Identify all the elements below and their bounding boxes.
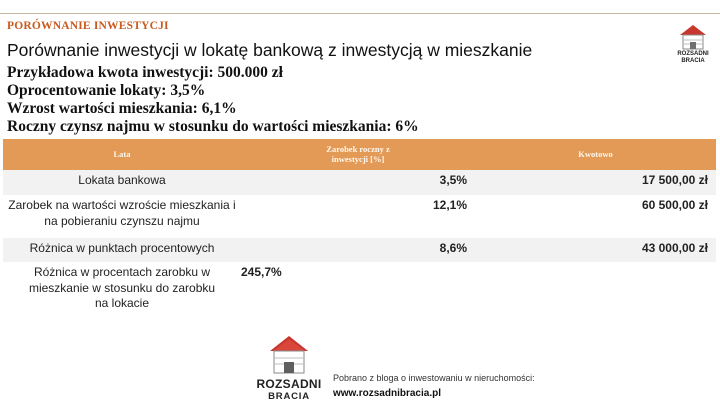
house-logo-icon: [254, 333, 324, 377]
row-percent: 8,6%: [241, 238, 475, 262]
row-percent: 12,1%: [241, 195, 475, 238]
house-logo-icon: [672, 23, 714, 51]
footer-wordmark-line1: ROZSADNI: [256, 377, 322, 391]
row-label: Różnica w procentach zarobku w mieszkanie w stosunku do zarobku na lokacie: [3, 262, 241, 319]
top-divider: [0, 13, 720, 14]
row-amount: 17 500,00 zł: [475, 170, 716, 195]
footer-wordmark-line2: BRACIA: [268, 391, 310, 402]
brand-logo-top: [672, 23, 714, 67]
section-kicker: PORÓWNANIE INWESTYCJI: [7, 20, 169, 32]
table-row: [3, 195, 716, 238]
table-row: [3, 238, 716, 262]
row-amount: [475, 262, 716, 319]
assumption-rent-ratio: Roczny czynsz najmu w stosunku do wartości mieszkania: 6%: [7, 118, 419, 135]
row-label: Lokata bankowa: [3, 170, 241, 195]
row-percent: 3,5%: [241, 170, 475, 195]
row-label: Zarobek na wartości wzroście mieszkania i na pobieraniu czynszu najmu: [3, 195, 241, 238]
table-row: [3, 170, 716, 195]
brand-logo-wordmark: ROZSADNI BRACIA: [677, 51, 709, 64]
row-percent: 245,7%: [241, 262, 475, 319]
page-subtitle: Porównanie inwestycji w lokatę bankową z inwestycją w mieszkanie: [7, 40, 533, 60]
comparison-table: [3, 139, 716, 319]
brand-logo-footer: [254, 333, 324, 405]
table-row: [3, 262, 716, 319]
source-link[interactable]: www.rozsadnibracia.pl: [333, 388, 441, 399]
assumption-value-growth: Wzrost wartości mieszkania: 6,1%: [7, 100, 237, 117]
column-header-label: Lata: [3, 139, 241, 170]
assumption-amount: Przykładowa kwota inwestycji: 500.000 zł: [7, 64, 283, 81]
row-label: Różnica w punktach procentowych: [3, 238, 241, 262]
source-note: Pobrano z bloga o inwestowaniu w nieruchomości:: [333, 373, 535, 383]
assumption-deposit-rate: Oprocentowanie lokaty: 3,5%: [7, 82, 206, 99]
row-amount: 60 500,00 zł: [475, 195, 716, 238]
row-amount: 43 000,00 zł: [475, 238, 716, 262]
assumptions-list: [7, 64, 419, 136]
column-header-percent: Zarobek roczny z inwestycji [%]: [241, 139, 475, 170]
column-header-amount: Kwotowo: [475, 139, 716, 170]
table-header-row: [3, 139, 716, 170]
